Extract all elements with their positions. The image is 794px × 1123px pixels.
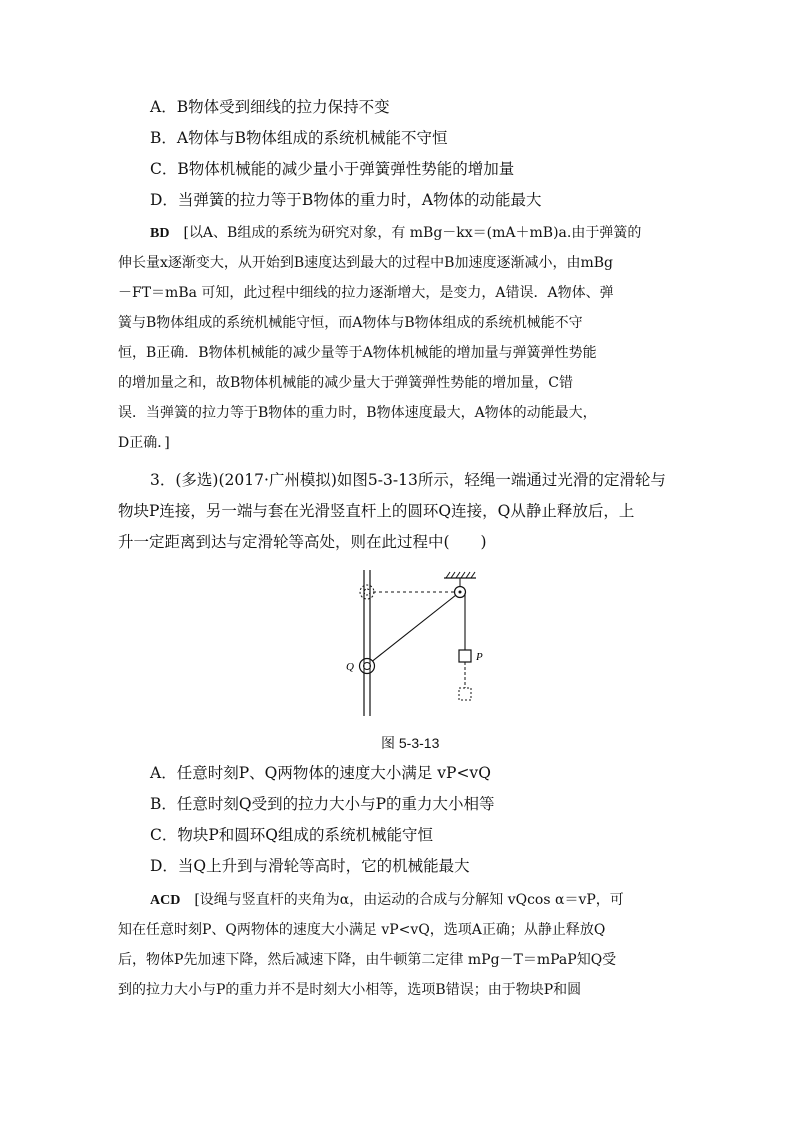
ring-q	[360, 659, 375, 674]
q2-answer-line-1: BD [以A、B组成的系统为研究对象，有 mBg－kx＝(mA＋mB)a.由于弹簧的	[150, 225, 642, 241]
q2-answer-line-2: 伸长量x逐渐变大，从开始到B速度达到最大的过程中B加速度逐渐减小，由mBg	[118, 255, 613, 271]
q2-answer-line-4: 簧与B物体组成的系统机械能守恒，而A物体与B物体组成的系统机械能不守	[118, 315, 583, 331]
q3-answer-line-2: 知在任意时刻P、Q两物体的速度大小满足 vP<vQ，选项A正确；从静止释放Q	[118, 922, 606, 938]
q3-option-b: B．任意时刻Q受到的拉力大小与P的重力大小相等	[150, 795, 495, 813]
block-p-final-position	[459, 688, 471, 700]
ceiling-hatching	[446, 572, 475, 578]
q2-answer-line-6: 的增加量之和，故B物体机械能的减少量大于弹簧弹性势能的增加量，C错	[118, 375, 573, 391]
q3-option-c: C．物块P和圆环Q组成的系统机械能守恒	[150, 826, 433, 844]
block-p	[459, 650, 471, 662]
label-p: P	[476, 651, 483, 663]
ring-final-position	[360, 585, 374, 599]
q3-answer-label: ACD	[150, 893, 181, 908]
pulley-axle	[459, 591, 462, 594]
q2-answer-line-5: 恒，B正确．B物体机械能的减少量等于A物体机械能的增加量与弹簧弹性势能	[118, 345, 597, 361]
q2-answer-line-7: 误．当弹簧的拉力等于B物体的重力时，B物体速度最大，A物体的动能最大，	[118, 405, 597, 421]
label-q: Q	[346, 661, 354, 673]
rope-q-to-pulley	[370, 595, 456, 663]
q3-option-d: D．当Q上升到与滑轮等高时，它的机械能最大	[150, 857, 470, 875]
q2-answer-line-3: －FT＝mBa 可知，此过程中细线的拉力逐渐增大，是变力，A错误．A物体、弹	[118, 285, 614, 301]
q2-answer-line-8: D正确．]	[118, 435, 170, 451]
q3-answer-line-1: ACD [设绳与竖直杆的夹角为α，由运动的合成与分解知 vQcos α＝vP，可	[150, 892, 624, 908]
q3-answer-line-4: 到的拉力大小与P的重力并不是时刻大小相等，选项B错误；由于物块P和圆	[118, 982, 582, 998]
q2-answer-label: BD	[150, 226, 170, 241]
q3-option-a: A．任意时刻P、Q两物体的速度大小满足 vP<vQ	[150, 764, 491, 782]
ring-final-inner	[364, 589, 370, 595]
q3-stem-line-1: 3．(多选)(2017·广州模拟)如图5-3-13所示，轻绳一端通过光滑的定滑轮与	[150, 471, 666, 489]
q3-stem-line-3: 升一定距离到达与定滑轮等高处，则在此过程中( )	[118, 533, 487, 551]
q3-answer-line-3: 后，物体P先加速下降，然后减速下降，由牛顿第二定律 mPg－T＝mPaP知Q受	[118, 952, 617, 968]
q2-option-a: A．B物体受到细线的拉力保持不变	[150, 98, 390, 116]
q3-stem-line-2: 物块P连接，另一端与套在光滑竖直杆上的圆环Q连接，Q从静止释放后，上	[118, 502, 635, 520]
figure-caption: 图 5-3-13	[381, 735, 440, 751]
pulley-rod-figure	[330, 566, 500, 726]
q2-option-b: B．A物体与B物体组成的系统机械能不守恒	[150, 129, 448, 147]
q2-option-c: C．B物体机械能的减少量小于弹簧弹性势能的增加量	[150, 160, 515, 178]
q2-option-d: D．当弹簧的拉力等于B物体的重力时，A物体的动能最大	[150, 191, 542, 209]
